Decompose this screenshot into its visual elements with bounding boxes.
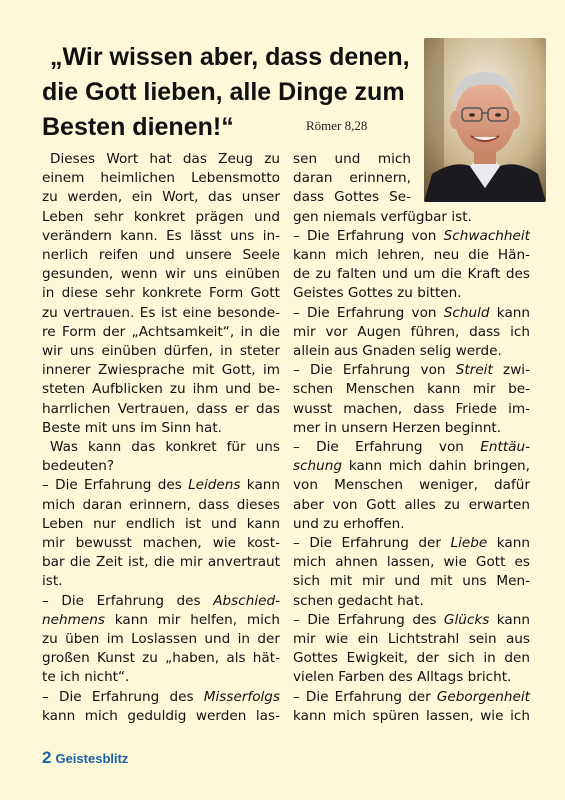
emphasis-nehmens: nehmens [42, 611, 105, 628]
text-line: nerlich reifen und unsere Seele [42, 247, 280, 264]
text-line: Dieses Wort hat das Zeug zu [50, 151, 280, 167]
text-line: schen gedacht hat. [293, 592, 424, 609]
text-line: daran erinnern, [293, 170, 411, 187]
text-line: mir wie ein Lichtstrahl sein aus [293, 631, 530, 648]
emphasis-schwachheit: Schwachheit [443, 227, 530, 244]
text-line: mich ahnen lassen, wie Gott es [293, 554, 530, 571]
text-span: kann mich dahin bringen, [342, 458, 530, 475]
text-span: – Die Erfahrung von [293, 227, 444, 244]
text-line [293, 688, 530, 707]
text-line: gen niemals verfügbar ist. [293, 208, 472, 225]
text-line: de zu falten und um die Kraft des [293, 266, 530, 283]
text-span: – Die Erfahrung des [42, 592, 214, 609]
bible-reference: Römer 8,28 [306, 118, 368, 133]
text-span: – Die Erfahrung des [293, 611, 444, 628]
page-number: 2 [42, 748, 52, 767]
emphasis-abschied: Abschied- [213, 592, 280, 609]
emphasis-geborgenheit: Geborgenheit [436, 688, 530, 705]
text-line [293, 304, 530, 323]
text-line [293, 611, 530, 630]
page-footer [42, 748, 128, 768]
text-line: mir vor Augen führen, dass ich [293, 323, 530, 340]
text-span: – Die Erfahrung von [293, 362, 456, 379]
text-line: ist. [42, 573, 63, 590]
text-span: kann [240, 477, 281, 494]
publication-name: Geistesblitz [55, 751, 129, 766]
text-span: kann [489, 304, 531, 321]
text-line [293, 361, 530, 380]
emphasis-enttaeu: Enttäu- [480, 439, 530, 456]
text-span: – Die Erfahrung der [293, 535, 451, 552]
text-line: und zu erhoffen. [293, 515, 405, 532]
text-line: mer in unsern Herzen beginnt. [293, 419, 502, 436]
text-line [42, 476, 280, 495]
text-line: kann mich spüren lassen, wie ich [293, 707, 530, 724]
text-line: dass Gottes Se- [293, 189, 411, 206]
text-line: zu werden, ein Wort, das unser [42, 189, 280, 206]
text-span: – Die Erfahrung von [293, 439, 481, 456]
text-line: wusst machen, dass Friede im- [293, 400, 530, 417]
left-text-column [42, 150, 280, 726]
emphasis-schuld: Schuld [443, 304, 490, 321]
emphasis-misserfolgs: Misserfolgs [203, 688, 280, 705]
text-line: innerer Zwiesprache mit Gott, im [42, 362, 280, 379]
quote-line-2: die Gott lieben, alle Dinge zum [42, 78, 405, 106]
text-line: gesunden, wenn wir uns einüben [42, 266, 280, 283]
quote-line-1: „Wir wissen aber, dass denen, [50, 43, 410, 71]
text-line: vielen Farben des Alltags bricht. [293, 669, 512, 686]
emphasis-liebe: Liebe [450, 535, 488, 552]
emphasis-schung: schung [293, 458, 343, 475]
text-line: aber von Gott alles zu erwarten [293, 496, 530, 513]
emphasis-gluecks: Glücks [443, 611, 490, 628]
text-line: re Form der „Achtsamkeit“, in die [42, 323, 280, 340]
text-line: Was kann das konkret für uns [50, 439, 280, 456]
text-span: kann [487, 535, 530, 552]
text-line: zu üben im Loslassen und in der [42, 631, 280, 648]
text-line: Gottes Ewigkeit, der sich in den [293, 650, 530, 667]
text-line: mich daran erinnern, dass dieses [42, 496, 280, 513]
text-line: kann mich lehren, neu die Hän- [293, 247, 530, 264]
text-line: Geistes Gottes zu bitten. [293, 285, 462, 302]
text-line [293, 457, 530, 476]
text-line: großen Kunst zu „haben, als hät- [42, 650, 280, 667]
text-span: zwi- [492, 362, 530, 379]
text-line: allein aus Gnaden selig werde. [293, 343, 502, 360]
text-line: von Menschen weniger, dafür [293, 477, 530, 494]
text-line: schen Menschen kann mir be- [293, 381, 530, 398]
text-line: zu vertrauen. Es ist eine besonde- [42, 304, 280, 321]
text-line: Beste mit uns im Sinn hat. [42, 419, 222, 436]
text-line [42, 592, 280, 611]
quote-line-3: Besten dienen!“ [42, 113, 234, 141]
text-line: harrlichen Vertrauen, dass er das [42, 400, 280, 417]
text-span: kann [489, 611, 530, 628]
text-line: Leben nur endlich ist und kann [42, 515, 280, 532]
text-span: kann mir helfen, mich [104, 611, 280, 628]
text-span: – Die Erfahrung des [42, 688, 204, 705]
text-line: wir uns einüben dürfen, in steter [42, 343, 280, 360]
text-line: sen und mich [293, 151, 411, 167]
text-span: – Die Erfahrung des [42, 477, 189, 494]
text-line: mir bewusst machen, wie kost- [42, 535, 280, 552]
text-line [293, 438, 530, 457]
text-line: steten Aufblicken zu ihm und be- [42, 381, 280, 398]
right-text-column [293, 150, 530, 726]
text-line [42, 688, 280, 707]
emphasis-leidens: Leidens [188, 477, 241, 494]
text-line: kann mich geduldig werden las- [42, 707, 280, 724]
text-line: verändern kann. Es lässt uns in- [42, 227, 280, 244]
text-line: in diese sehr konkrete Form Gott [42, 285, 280, 302]
text-line: einem heimlichen Lebensmotto [42, 170, 280, 187]
text-span: – Die Erfahrung der [293, 688, 437, 705]
text-line [42, 611, 280, 630]
emphasis-streit: Streit [455, 362, 493, 379]
text-line: Leben sehr konkret prägen und [42, 208, 280, 225]
text-span: – Die Erfahrung von [293, 304, 444, 321]
text-line: sich mit mir und mit uns Men- [293, 573, 530, 590]
text-line: te ich nicht“. [42, 669, 130, 686]
text-line [293, 534, 530, 553]
text-line: bar die Zeit ist, die mir anvertraut [42, 554, 280, 571]
text-line [293, 227, 530, 246]
text-line: bedeuten? [42, 458, 115, 475]
